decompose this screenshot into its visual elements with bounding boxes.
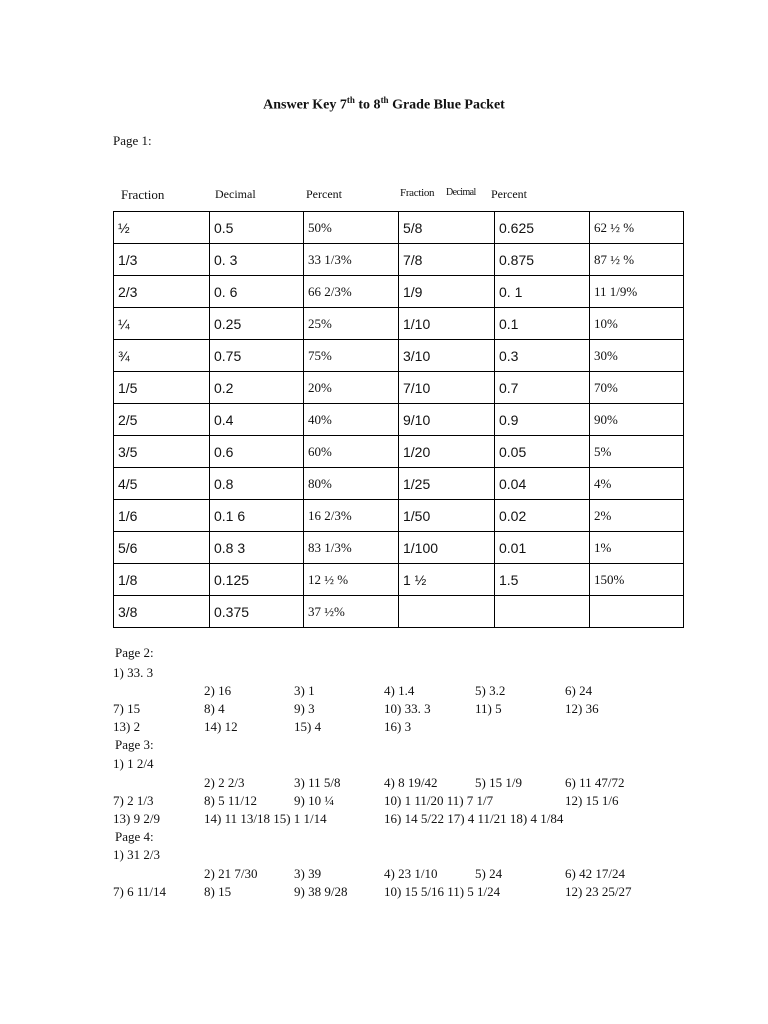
table-cell: 87 ½ % — [590, 244, 684, 276]
answer-item: 12) 36 — [565, 701, 599, 716]
table-cell: 1 ½ — [399, 564, 495, 596]
table-cell: 66 2/3% — [304, 276, 399, 308]
answer-item: 14) 11 13/18 15) 1 1/14 — [204, 811, 327, 826]
table-cell: 0.02 — [495, 500, 590, 532]
table-cell: 50% — [304, 212, 399, 244]
table-cell: 1/8 — [114, 564, 210, 596]
answer-item: 13) 2 — [113, 719, 141, 734]
answer-item: 11) 5 — [475, 701, 502, 716]
answer-item: 3) 11 5/8 — [294, 775, 341, 790]
header-fraction: Fraction — [121, 187, 165, 202]
table-cell: 0.125 — [210, 564, 304, 596]
table-cell: 40% — [304, 404, 399, 436]
table-cell: 0.875 — [495, 244, 590, 276]
answer-item: 14) 12 — [204, 719, 238, 734]
answer-item: 7) 6 11/14 — [113, 884, 166, 899]
table-cell: 0.8 — [210, 468, 304, 500]
answer-item: 2) 2 2/3 — [204, 775, 245, 790]
table-cell: 1.5 — [495, 564, 590, 596]
answer-item: 9) 38 9/28 — [294, 884, 348, 899]
table-cell: 90% — [590, 404, 684, 436]
answer-item: 4) 23 1/10 — [384, 866, 438, 881]
table-row — [114, 596, 684, 628]
answer-item: 4) 1.4 — [384, 683, 415, 698]
table-cell: 0.8 3 — [210, 532, 304, 564]
table-row — [114, 340, 684, 372]
header-decimal: Decimal — [215, 187, 256, 201]
table-cell: 0.9 — [495, 404, 590, 436]
table-cell: 0.7 — [495, 372, 590, 404]
table-cell: 2/5 — [114, 404, 210, 436]
table-cell: 60% — [304, 436, 399, 468]
table-cell: 2/3 — [114, 276, 210, 308]
table-cell: 12 ½ % — [304, 564, 399, 596]
answer-item: 9) 10 ¼ — [294, 793, 335, 808]
answer-item: 16) 3 — [384, 719, 412, 734]
answer-item: 13) 9 2/9 — [113, 811, 160, 826]
table-row — [114, 500, 684, 532]
table-cell: 1/25 — [399, 468, 495, 500]
answer-item: 9) 3 — [294, 701, 315, 716]
table-row — [114, 404, 684, 436]
table-cell: 1/20 — [399, 436, 495, 468]
table-cell: 0.5 — [210, 212, 304, 244]
answer-item: 15) 4 — [294, 719, 322, 734]
table-cell: 5/6 — [114, 532, 210, 564]
table-cell: 0.6 — [210, 436, 304, 468]
table-cell: 0.625 — [495, 212, 590, 244]
answer-item: 8) 4 — [204, 701, 225, 716]
table-cell: 150% — [590, 564, 684, 596]
answer-item: 3) 1 — [294, 683, 315, 698]
table-cell: 11 1/9% — [590, 276, 684, 308]
answer-item: 10) 1 11/20 11) 7 1/7 — [384, 793, 494, 808]
answer-item: 5) 24 — [475, 866, 503, 881]
table-cell: 3/5 — [114, 436, 210, 468]
table-cell: 0.05 — [495, 436, 590, 468]
answer-item: 6) 24 — [565, 683, 593, 698]
table-cell: 10% — [590, 308, 684, 340]
table-cell: 0.2 — [210, 372, 304, 404]
table-cell — [590, 596, 684, 628]
answer-item: 1) 1 2/4 — [113, 756, 154, 771]
table-row — [114, 372, 684, 404]
table-cell: 0.3 — [495, 340, 590, 372]
answer-item: 7) 15 — [113, 701, 141, 716]
table-row — [114, 212, 684, 244]
answer-item: 12) 23 25/27 — [565, 884, 632, 899]
table-cell: 0. 1 — [495, 276, 590, 308]
answer-item: 8) 5 11/12 — [204, 793, 257, 808]
table-cell: 0.01 — [495, 532, 590, 564]
table-cell: 7/10 — [399, 372, 495, 404]
section-label: Page 3: — [115, 737, 154, 752]
table-cell: 4% — [590, 468, 684, 500]
table-cell: 4/5 — [114, 468, 210, 500]
table-cell: 75% — [304, 340, 399, 372]
answer-item: 4) 8 19/42 — [384, 775, 438, 790]
header-percent-2: Percent — [491, 187, 527, 201]
table-cell: ¼ — [114, 308, 210, 340]
section-label: Page 2: — [115, 645, 154, 660]
table-cell: ¾ — [114, 340, 210, 372]
header-decimal-2: Decimal — [446, 187, 476, 198]
table-cell: 16 2/3% — [304, 500, 399, 532]
table-cell: 30% — [590, 340, 684, 372]
table-cell: 3/8 — [114, 596, 210, 628]
table-cell: 0.1 — [495, 308, 590, 340]
answer-item: 1) 31 2/3 — [113, 847, 160, 862]
table-row — [114, 244, 684, 276]
table-row — [114, 564, 684, 596]
header-percent: Percent — [306, 187, 342, 201]
table-row — [114, 308, 684, 340]
table-cell — [399, 596, 495, 628]
table-cell — [495, 596, 590, 628]
table-cell: 5/8 — [399, 212, 495, 244]
table-cell: 33 1/3% — [304, 244, 399, 276]
table-cell: 1/5 — [114, 372, 210, 404]
table-cell: 0. 3 — [210, 244, 304, 276]
table-cell: 1/10 — [399, 308, 495, 340]
answer-item: 10) 15 5/16 11) 5 1/24 — [384, 884, 501, 899]
answer-item: 10) 33. 3 — [384, 701, 431, 716]
table-cell: 3/10 — [399, 340, 495, 372]
table-cell: 83 1/3% — [304, 532, 399, 564]
table-cell: ½ — [114, 212, 210, 244]
table-cell: 0.04 — [495, 468, 590, 500]
table-row — [114, 436, 684, 468]
answer-item: 6) 11 47/72 — [565, 775, 625, 790]
table-row — [114, 532, 684, 564]
table-cell: 62 ½ % — [590, 212, 684, 244]
table-cell: 5% — [590, 436, 684, 468]
answer-item: 2) 16 — [204, 683, 232, 698]
table-cell: 25% — [304, 308, 399, 340]
table-cell: 0.4 — [210, 404, 304, 436]
table-cell: 2% — [590, 500, 684, 532]
table-cell: 0.1 6 — [210, 500, 304, 532]
answer-item: 7) 2 1/3 — [113, 793, 154, 808]
answer-item: 8) 15 — [204, 884, 232, 899]
answer-item: 5) 3.2 — [475, 683, 506, 698]
table-cell: 20% — [304, 372, 399, 404]
table-cell: 37 ½% — [304, 596, 399, 628]
header-fraction-2: Fraction — [400, 187, 435, 199]
answer-item: 16) 14 5/22 17) 4 11/21 18) 4 1/84 — [384, 811, 564, 826]
table-cell: 0.375 — [210, 596, 304, 628]
conversion-table — [113, 211, 684, 628]
answer-item: 3) 39 — [294, 866, 322, 881]
table-cell: 1/3 — [114, 244, 210, 276]
answer-item: 2) 21 7/30 — [204, 866, 258, 881]
table-cell: 0.25 — [210, 308, 304, 340]
table-cell: 1% — [590, 532, 684, 564]
table-cell: 80% — [304, 468, 399, 500]
table-cell: 0. 6 — [210, 276, 304, 308]
table-cell: 7/8 — [399, 244, 495, 276]
answer-item: 6) 42 17/24 — [565, 866, 625, 881]
table-cell: 70% — [590, 372, 684, 404]
page-title: Answer Key 7th to 8th Grade Blue Packet — [263, 95, 505, 113]
answer-item: 5) 15 1/9 — [475, 775, 522, 790]
table-row — [114, 276, 684, 308]
answer-item: 1) 33. 3 — [113, 665, 154, 680]
table-cell: 0.75 — [210, 340, 304, 372]
answer-item: 12) 15 1/6 — [565, 793, 619, 808]
table-row — [114, 468, 684, 500]
section-label: Page 4: — [115, 829, 154, 844]
page1-label: Page 1: — [113, 133, 152, 148]
table-cell: 1/9 — [399, 276, 495, 308]
table-cell: 9/10 — [399, 404, 495, 436]
table-cell: 1/100 — [399, 532, 495, 564]
table-cell: 1/6 — [114, 500, 210, 532]
table-cell: 1/50 — [399, 500, 495, 532]
